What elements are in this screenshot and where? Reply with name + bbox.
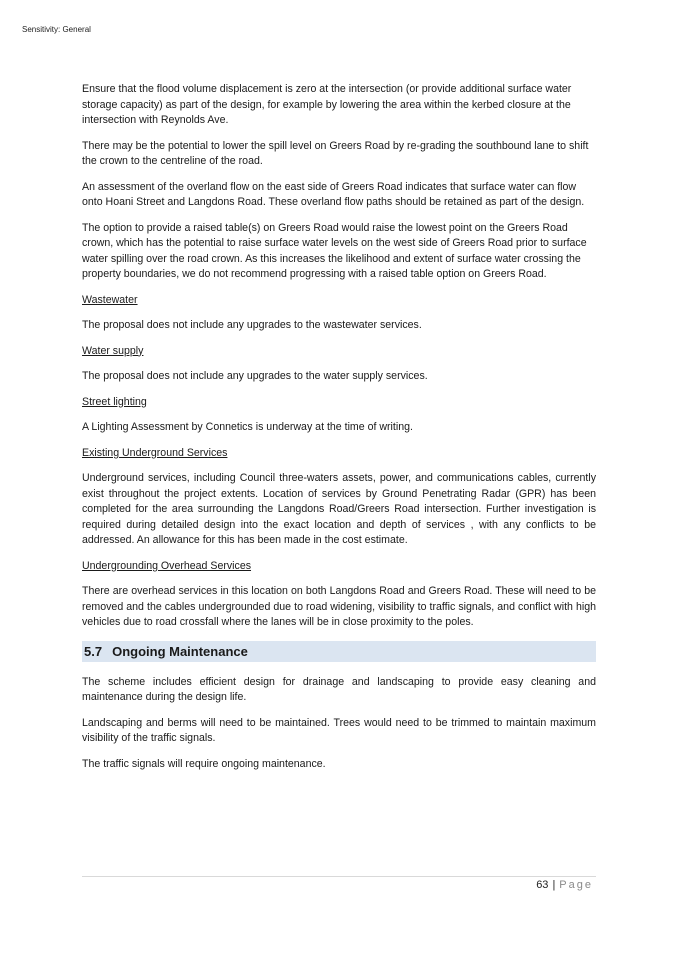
existing-underground-text: Underground services, including Council three-waters assets, power, and communications cables, currently exist throughout the project extents. Location of services by Ground Penetrating Radar (GPR) has been completed for the area surrounding the Langdons Road/Greers Road intersection. Further investigation is required during detailed design into the exact location and depth of services , with any conflicts to be addressed. An allowance for this has been made in the cost estimate.	[82, 472, 596, 546]
paragraph: The option to provide a raised table(s) on Greers Road would raise the lowest point on the Greers Road crown, which has the potential to raise surface water levels on the west side of Greers Road prior to surface water spilling over the road crown. As this increases the likelihood and extent of surface water crossing the property boundaries, we do not recommend progressing with a raised table option on Greers Road.	[82, 221, 587, 280]
section-number: 5.7	[84, 643, 103, 659]
section-heading	[82, 641, 596, 662]
section-title: Ongoing Maintenance	[112, 643, 248, 659]
wastewater-heading: Wastewater	[82, 293, 138, 306]
section-paragraph: The traffic signals will require ongoing maintenance.	[82, 757, 326, 770]
footer-separator: |	[552, 879, 556, 891]
paragraph: Ensure that the flood volume displacement is zero at the intersection (or provide additional surface water storage capacity) as part of the design, for example by lowering the area within the kerbed closure at the intersection with Reynolds Ave.	[82, 83, 572, 126]
section-paragraph: The scheme includes efficient design for drainage and landscaping to provide easy cleaning and maintenance during the design life.	[82, 675, 596, 703]
page-number: 63	[536, 879, 549, 891]
water-supply-text: The proposal does not include any upgrades to the water supply services.	[82, 370, 428, 382]
existing-underground-heading: Existing Underground Services	[82, 446, 228, 459]
water-supply-heading: Water supply	[82, 344, 144, 357]
undergrounding-overhead-text: There are overhead services in this location on both Langdons Road and Greers Road. These will need to be removed and the cables undergrounded due to road widening, visibility to traffic signals, and conflict with high vehicles due to road crossfall where the lanes will be in close proximity to the poles.	[82, 585, 596, 628]
paragraph: There may be the potential to lower the spill level on Greers Road by re-grading the southbound lane to shift the crown to the centreline of the road.	[82, 139, 589, 167]
page-label: Page	[559, 879, 593, 891]
paragraph: An assessment of the overland flow on the east side of Greers Road indicates that surface water can flow onto Hoani Street and Langdons Road. These overland flow paths should be retained as part of the design.	[82, 180, 585, 208]
section-paragraph: Landscaping and berms will need to be maintained. Trees would need to be trimmed to maintain maximum visibility of the traffic signals.	[82, 716, 596, 744]
document-body	[82, 82, 596, 782]
street-lighting-heading: Street lighting	[82, 395, 147, 408]
undergrounding-overhead-heading: Undergrounding Overhead Services	[82, 559, 252, 572]
sensitivity-label: Sensitivity: General	[22, 25, 91, 34]
wastewater-text: The proposal does not include any upgrades to the wastewater services.	[82, 319, 422, 331]
footer-divider	[82, 876, 596, 877]
page-footer	[536, 879, 593, 891]
street-lighting-text: A Lighting Assessment by Connetics is underway at the time of writing.	[82, 421, 413, 433]
